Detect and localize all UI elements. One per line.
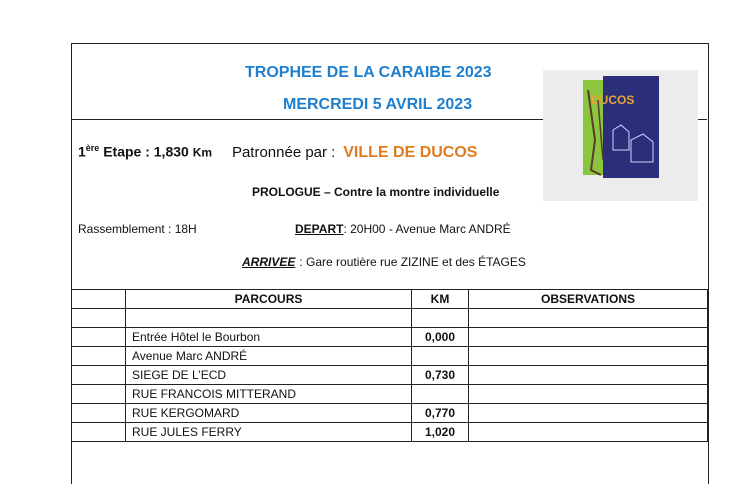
observation-cell — [469, 309, 708, 328]
ducos-logo — [543, 70, 698, 201]
observation-cell — [469, 385, 708, 404]
parcours-cell — [126, 309, 412, 328]
table-row — [72, 404, 708, 423]
km-cell: 0,000 — [412, 328, 469, 347]
observation-cell — [469, 347, 708, 366]
event-date: MERCREDI 5 AVRIL 2023 — [283, 96, 473, 113]
km-cell — [412, 309, 469, 328]
prologue: PROLOGUE – Contre la montre individuelle — [252, 185, 500, 199]
km-cell: 1,020 — [412, 423, 469, 442]
table-row — [72, 366, 708, 385]
observation-cell — [469, 404, 708, 423]
arrival-text: : Gare routière rue ZIZINE et des ÉTAGES — [299, 255, 526, 269]
km-cell — [412, 347, 469, 366]
stage-line — [78, 143, 477, 162]
ducos-logo-graphic — [543, 70, 698, 201]
parcours-cell: SIEGE DE L’ECD — [126, 366, 412, 385]
table-row — [72, 423, 708, 442]
km-cell: 0,730 — [412, 366, 469, 385]
table-header-row — [72, 290, 708, 309]
departure-text: : 20H00 - Avenue Marc ANDRÉ — [343, 222, 511, 236]
arrival-line — [242, 255, 526, 269]
parcours-cell: RUE JULES FERRY — [126, 423, 412, 442]
table-row — [72, 347, 708, 366]
arrival-label: ARRIVEE — [242, 255, 296, 269]
table-row — [72, 309, 708, 328]
header-parcours: PARCOURS — [126, 290, 412, 309]
stage-number: 1 — [78, 143, 86, 160]
route-table — [71, 289, 708, 442]
stage-unit: Km — [192, 145, 213, 160]
stage-distance: Etape : 1,830 — [103, 143, 189, 160]
observation-cell — [469, 423, 708, 442]
page-title: TROPHEE DE LA CARAIBE 2023 — [245, 64, 492, 81]
sponsor-name: VILLE DE DUCOS — [343, 143, 478, 161]
header-observations: OBSERVATIONS — [469, 290, 708, 309]
parcours-cell: RUE FRANCOIS MITTERAND — [126, 385, 412, 404]
parcours-cell: Avenue Marc ANDRÉ — [126, 347, 412, 366]
table-row — [72, 328, 708, 347]
observation-cell — [469, 366, 708, 385]
sponsor-label: Patronnée par : — [231, 143, 336, 161]
parcours-cell: Entrée Hôtel le Bourbon — [126, 328, 412, 347]
km-cell — [412, 385, 469, 404]
departure-line — [295, 222, 511, 236]
header-blank — [72, 290, 126, 309]
logo-text: DUCOS — [591, 93, 635, 107]
header-km: KM — [412, 290, 469, 309]
observation-cell — [469, 328, 708, 347]
km-cell: 0,770 — [412, 404, 469, 423]
stage-superscript: ère — [85, 143, 100, 153]
assembly-time: Rassemblement : 18H — [78, 222, 197, 236]
table-row — [72, 385, 708, 404]
parcours-cell: RUE KERGOMARD — [126, 404, 412, 423]
departure-label: DEPART — [295, 222, 344, 236]
